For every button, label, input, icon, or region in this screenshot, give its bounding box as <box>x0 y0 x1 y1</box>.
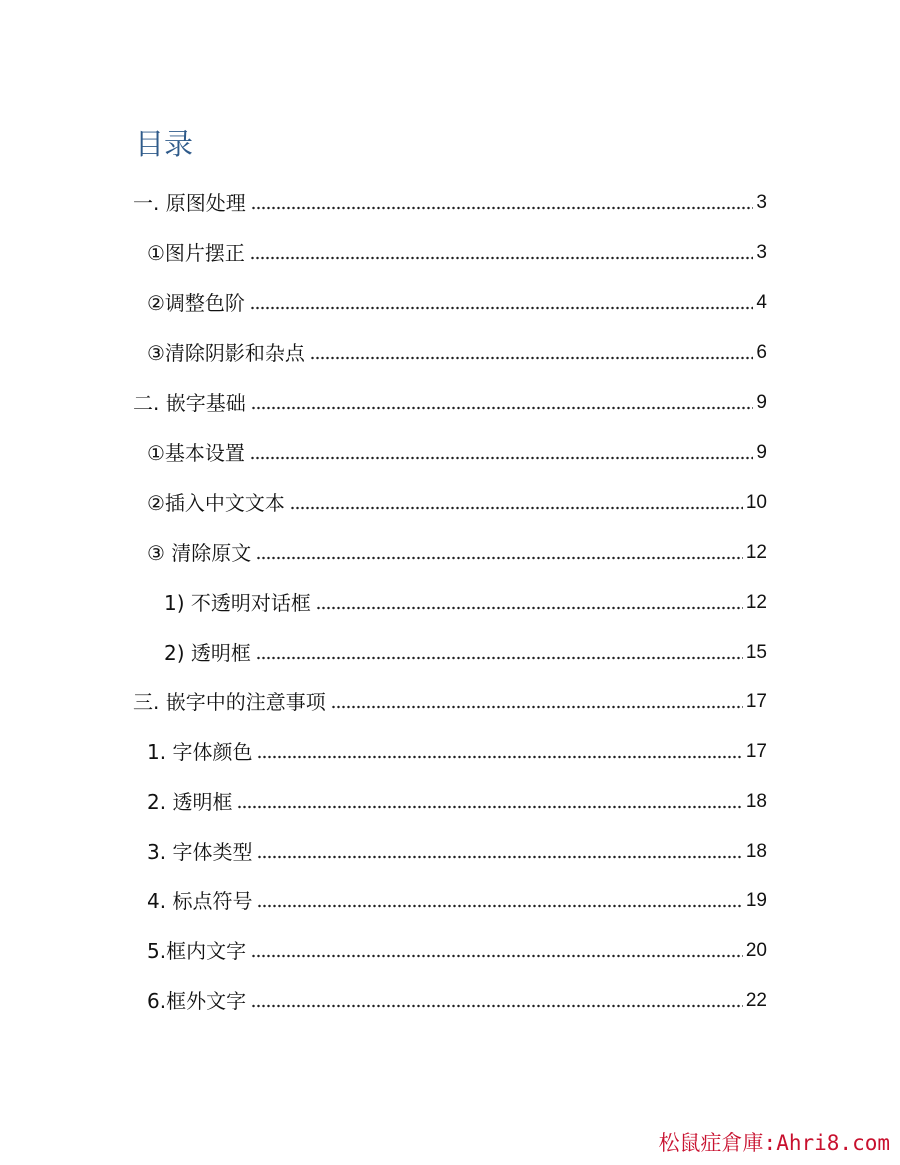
toc-entry-page: 22 <box>745 990 767 1011</box>
toc-entry-page: 12 <box>745 592 767 613</box>
toc-entry-page: 9 <box>756 392 767 413</box>
toc-entry-label: ②插入中文文本 <box>147 491 285 515</box>
toc-entry-section-3[interactable] <box>133 680 767 716</box>
toc-entry-page: 19 <box>745 890 767 911</box>
toc-entry-page: 17 <box>745 741 767 762</box>
toc-entry-label: 二. 嵌字基础 <box>133 391 246 415</box>
toc-entry-label: 1) 不透明对话框 <box>164 591 311 615</box>
toc-entry-label: 6.框外文字 <box>147 989 247 1013</box>
dot-leader <box>331 704 743 710</box>
toc-heading: 目录 <box>135 127 194 161</box>
toc-entry-label: 1. 字体颜色 <box>147 740 253 764</box>
toc-entry-label: 2) 透明框 <box>164 641 251 665</box>
dot-leader <box>251 405 754 411</box>
dot-leader <box>251 1003 743 1009</box>
toc-entry-section-2[interactable] <box>133 381 767 417</box>
dot-leader <box>251 205 754 211</box>
dot-leader <box>256 655 743 661</box>
toc-entry-1-3[interactable] <box>147 331 767 367</box>
toc-entry-label: 4. 标点符号 <box>147 889 253 913</box>
toc-entry-label: 5.框内文字 <box>147 939 247 963</box>
toc-entry-1-1[interactable] <box>147 231 767 267</box>
toc-entry-page: 9 <box>756 442 767 463</box>
dot-leader <box>290 505 743 511</box>
toc-entry-page: 17 <box>745 691 767 712</box>
toc-entry-page: 10 <box>745 492 767 513</box>
toc-entry-label: ③ 清除原文 <box>147 541 252 565</box>
dot-leader <box>250 255 753 261</box>
toc-entry-label: 3. 字体类型 <box>147 840 253 864</box>
toc-entry-label: ①基本设置 <box>147 441 245 465</box>
dot-leader <box>237 804 742 810</box>
toc-entry-label: 一. 原图处理 <box>133 191 246 215</box>
toc-entry-page: 18 <box>745 791 767 812</box>
dot-leader <box>316 605 743 611</box>
dot-leader <box>250 305 753 311</box>
dot-leader <box>251 953 743 959</box>
toc-entry-3-6[interactable] <box>147 979 767 1015</box>
toc-entry-page: 20 <box>745 940 767 961</box>
toc-entry-page: 12 <box>745 542 767 563</box>
toc-entry-page: 3 <box>756 192 767 213</box>
dot-leader <box>256 555 743 561</box>
toc-entry-2-2[interactable] <box>147 481 767 517</box>
toc-entry-label: ①图片摆正 <box>147 241 245 265</box>
toc-entry-label: 2. 透明框 <box>147 790 233 814</box>
toc-entry-3-5[interactable] <box>147 929 767 965</box>
toc-entry-page: 15 <box>745 642 767 663</box>
toc-entry-page: 18 <box>745 841 767 862</box>
toc-entry-page: 6 <box>756 342 767 363</box>
watermark-text: 松鼠症倉庫:Ahri8.com <box>658 1131 890 1155</box>
toc-entry-3-3[interactable] <box>147 830 767 866</box>
toc-entry-label: ③清除阴影和杂点 <box>147 341 305 365</box>
toc-entry-2-1[interactable] <box>147 431 767 467</box>
toc-entry-1-2[interactable] <box>147 281 767 317</box>
toc-entry-section-1[interactable] <box>133 181 767 217</box>
toc-entry-2-3[interactable] <box>147 531 767 567</box>
toc-entry-3-1[interactable] <box>147 730 767 766</box>
toc-entry-2-3-1[interactable] <box>164 581 767 617</box>
dot-leader <box>257 903 742 909</box>
dot-leader <box>310 355 753 361</box>
dot-leader <box>257 754 742 760</box>
toc-entry-page: 3 <box>756 242 767 263</box>
toc-entry-2-3-2[interactable] <box>164 631 767 667</box>
toc-entry-3-4[interactable] <box>147 879 767 915</box>
toc-entry-page: 4 <box>756 292 767 313</box>
toc-entry-label: 三. 嵌字中的注意事项 <box>133 690 326 714</box>
toc-entry-3-2[interactable] <box>147 780 767 816</box>
dot-leader <box>257 854 742 860</box>
dot-leader <box>250 455 753 461</box>
toc-entry-label: ②调整色阶 <box>147 291 245 315</box>
